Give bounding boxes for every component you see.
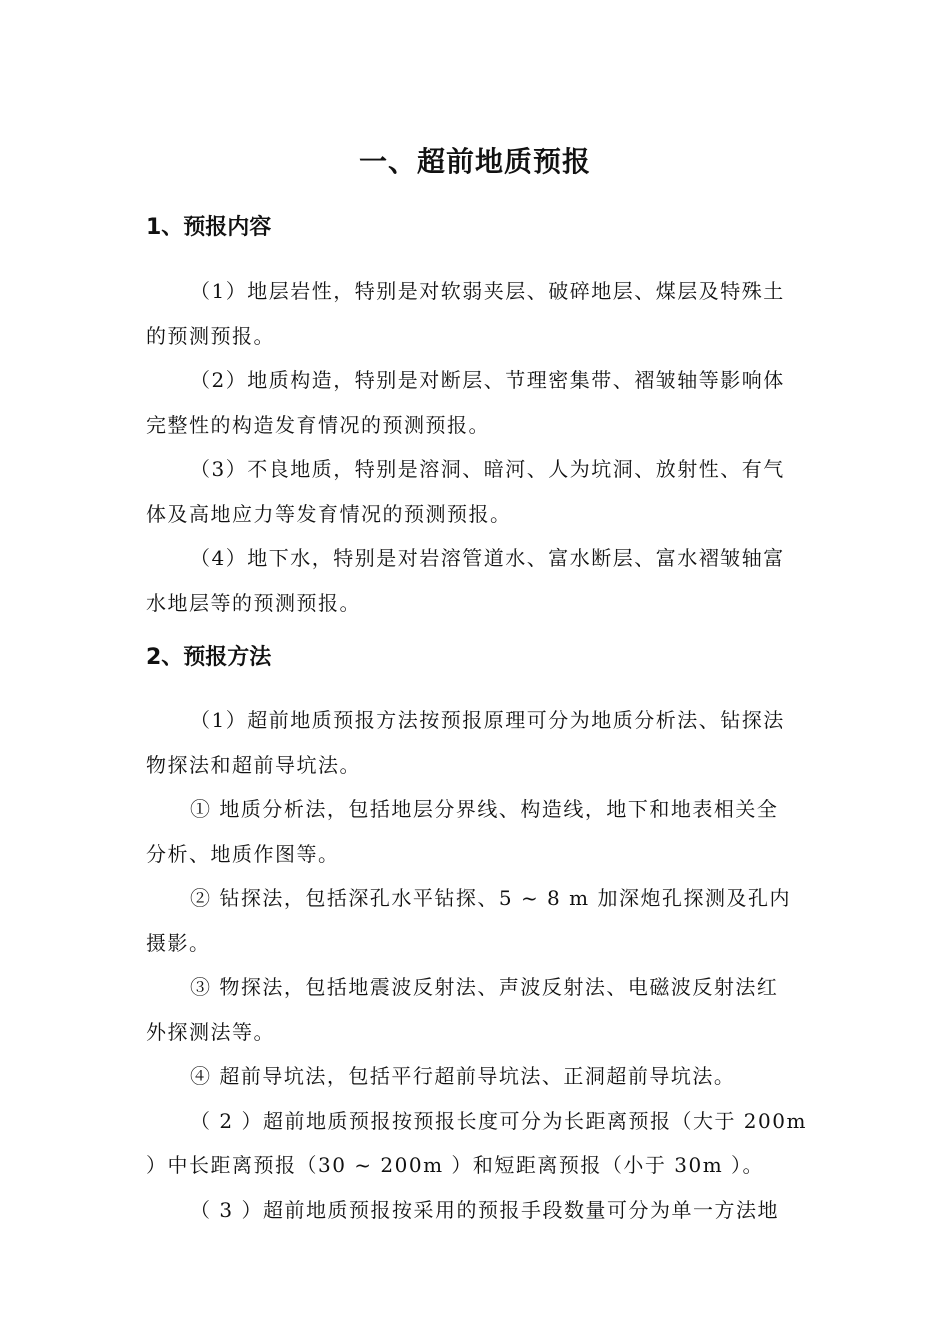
paragraph-line: 水地层等的预测预报。 bbox=[146, 591, 361, 615]
paragraph-line: （ 3 ）超前地质预报按采用的预报手段数量可分为单一方法地 bbox=[190, 1198, 779, 1222]
section-heading-content: 1、预报内容 bbox=[146, 215, 272, 240]
paragraph-line: 体及高地应力等发育情况的预测预报。 bbox=[146, 502, 512, 526]
paragraph-line: （2）地质构造，特别是对断层、节理密集带、褶皱轴等影响体 bbox=[190, 368, 785, 392]
paragraph-line: （1）地层岩性，特别是对软弱夹层、破碎地层、煤层及特殊土 bbox=[190, 279, 785, 303]
paragraph-line: 分析、地质作图等。 bbox=[146, 842, 340, 866]
paragraph-line: （4）地下水，特别是对岩溶管道水、富水断层、富水褶皱轴富 bbox=[190, 546, 785, 570]
paragraph-line: 物探法和超前导坑法。 bbox=[146, 753, 361, 777]
paragraph-line: 外探测法等。 bbox=[146, 1020, 275, 1044]
paragraph-line: （1）超前地质预报方法按预报原理可分为地质分析法、钻探法 bbox=[190, 708, 785, 732]
paragraph-line: 完整性的构造发育情况的预测预报。 bbox=[146, 413, 490, 437]
paragraph-line: ④ 超前导坑法，包括平行超前导坑法、正洞超前导坑法。 bbox=[190, 1064, 736, 1088]
paragraph-line: ）中长距离预报（30 ~ 200m ）和短距离预报（小于 30m ）。 bbox=[146, 1153, 765, 1177]
page-title: 一、超前地质预报 bbox=[358, 145, 591, 178]
paragraph-line: 的预测预报。 bbox=[146, 324, 275, 348]
paragraph-line: ① 地质分析法，包括地层分界线、构造线，地下和地表相关全 bbox=[190, 797, 779, 821]
paragraph-line: ② 钻探法，包括深孔水平钻探、5 ~ 8 m 加深炮孔探测及孔内 bbox=[190, 886, 791, 910]
section-heading-methods: 2、预报方法 bbox=[146, 645, 272, 670]
paragraph-line: ③ 物探法，包括地震波反射法、声波反射法、电磁波反射法红 bbox=[190, 975, 779, 999]
paragraph-line: 摄影。 bbox=[146, 931, 211, 955]
paragraph-line: （3）不良地质，特别是溶洞、暗河、人为坑洞、放射性、有气 bbox=[190, 457, 785, 481]
paragraph-line: （ 2 ）超前地质预报按预报长度可分为长距离预报（大于 200m bbox=[190, 1109, 807, 1133]
